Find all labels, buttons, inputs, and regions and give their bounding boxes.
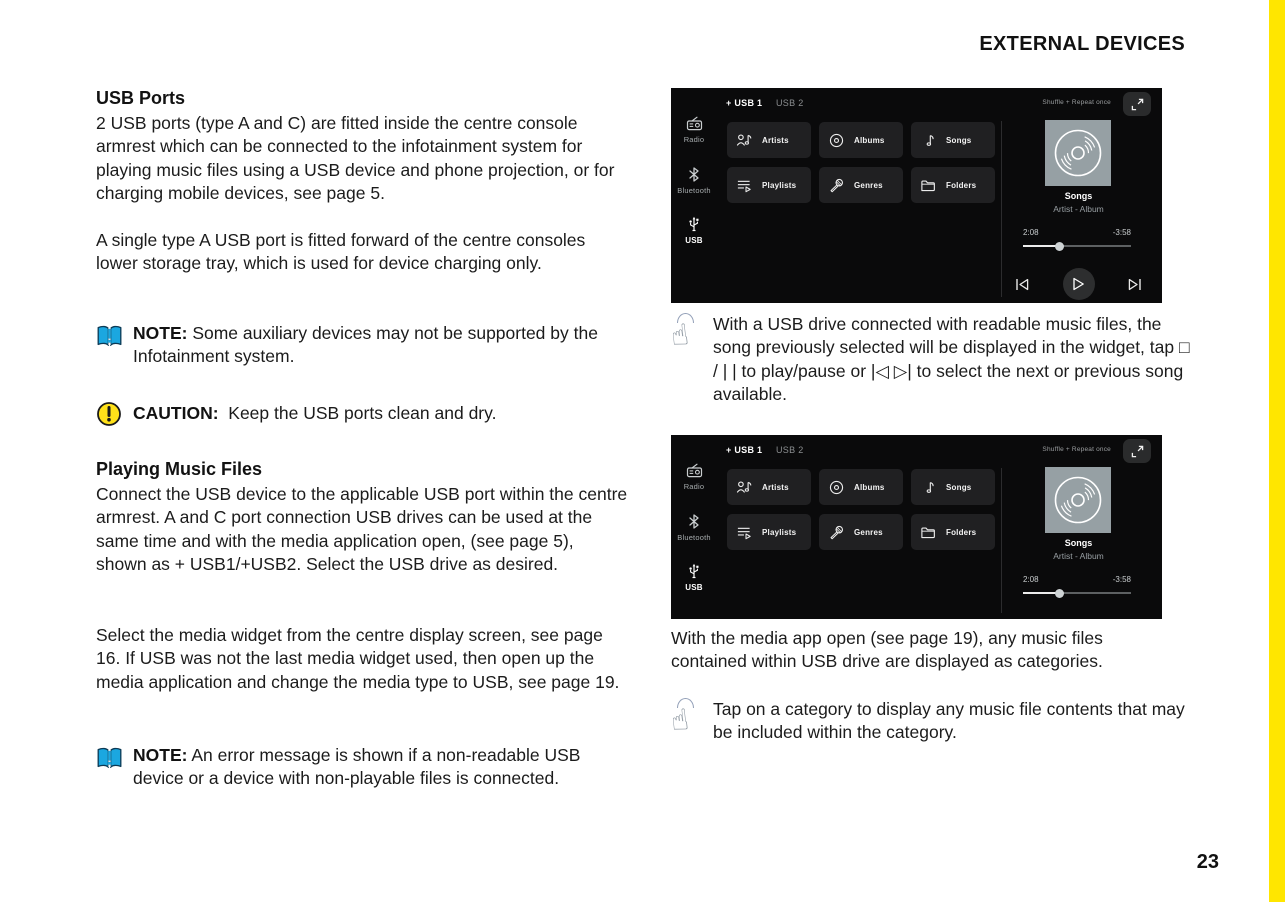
bluetooth-icon (686, 166, 702, 183)
artists-icon (736, 479, 753, 496)
next-track-button[interactable] (1127, 277, 1142, 292)
sidebar-label: Bluetooth (677, 186, 711, 195)
note-book-icon (96, 324, 123, 349)
folders-icon (920, 177, 937, 194)
album-art (1045, 120, 1111, 186)
caption-1-row (671, 313, 1191, 407)
album-art (1045, 467, 1111, 533)
category-playlists-button[interactable] (727, 167, 811, 203)
category-label: Artists (762, 135, 789, 145)
category-label: Genres (854, 527, 883, 537)
caption-1-text: With a USB drive connected with readable music files, the song previously selected will be displayed in the widget, tap □ / | | to play/pause or |◁ ▷| to select the next or previous song available. (713, 314, 1190, 405)
category-songs-button[interactable] (911, 469, 995, 505)
category-songs-button[interactable] (911, 122, 995, 158)
caution-text: Keep the USB ports clean and dry. (218, 403, 497, 424)
progress-bar[interactable] (1023, 245, 1131, 247)
previous-track-button[interactable] (1015, 277, 1030, 292)
artists-icon (736, 132, 753, 149)
time-remaining: -3:58 (1112, 575, 1131, 584)
category-label: Playlists (762, 527, 797, 537)
expand-icon (1131, 445, 1144, 458)
tap-hand-icon: ☝ (671, 313, 705, 407)
category-label: Folders (946, 180, 977, 190)
heading-text: USB Ports (96, 88, 186, 108)
albums-icon (828, 479, 845, 496)
caption-2-text: With the media app open (see page 19), any music files contained within USB drive are displayed as categories. (671, 628, 1103, 672)
sidebar-label: USB (685, 583, 703, 592)
progress-handle[interactable] (1055, 589, 1064, 598)
note-book-icon (96, 746, 123, 771)
note-block-1 (96, 322, 632, 369)
time-remaining: -3:58 (1112, 228, 1131, 237)
caption-3-row (671, 698, 1191, 745)
sidebar-label: Radio (683, 135, 705, 144)
expand-button[interactable] (1123, 439, 1151, 463)
transport-controls (1001, 266, 1156, 302)
paragraph-playing-music-1: Connect the USB device to the applicable USB port within the centre armrest. A and C port connection USB drives can be used at the same time and with the media application open, (see page 5), shown as + USB1/+USB2. Select the USB drive as desired. (96, 484, 628, 575)
section-heading-usb-ports (96, 87, 628, 110)
now-playing-artist: Artist - Album (1053, 551, 1104, 561)
note-label: NOTE: (133, 323, 188, 343)
progress-handle[interactable] (1055, 242, 1064, 251)
vinyl-record-icon (1051, 473, 1105, 527)
sidebar-item-usb[interactable] (671, 216, 717, 245)
note-block-2 (96, 744, 632, 791)
time-elapsed: 2:08 (1023, 575, 1039, 584)
progress-fill (1023, 592, 1059, 594)
paragraph-usb-ports-1: 2 USB ports (type A and C) are fitted inside the centre console armrest which can be connected to the infotainment system for playing music files using a USB device and phone projection, or for charging mobile devices, see page 5. (96, 113, 615, 204)
genres-icon (828, 177, 845, 194)
now-playing-artist: Artist - Album (1053, 204, 1104, 214)
page-title: EXTERNAL DEVICES (979, 33, 1185, 55)
vinyl-record-icon (1051, 126, 1105, 180)
caution-block (96, 401, 632, 427)
category-artists-button[interactable] (727, 469, 811, 505)
note-label: NOTE: (133, 745, 188, 765)
tab-usb2[interactable]: USB 2 (776, 98, 804, 108)
category-label: Albums (854, 482, 885, 492)
tab-usb1[interactable]: + USB 1 (726, 98, 763, 108)
albums-icon (828, 132, 845, 149)
caution-label: CAUTION: (133, 403, 219, 424)
sidebar-label: Bluetooth (677, 533, 711, 542)
now-playing-title: Songs (1064, 191, 1093, 201)
section-heading-playing-music (96, 458, 628, 481)
category-label: Songs (946, 482, 972, 492)
heading-text: Playing Music Files (96, 459, 263, 479)
tab-usb2[interactable]: USB 2 (776, 445, 804, 455)
progress-fill (1023, 245, 1059, 247)
category-label: Genres (854, 180, 883, 190)
genres-icon (828, 524, 845, 541)
usb-icon (686, 563, 702, 580)
category-label: Artists (762, 482, 789, 492)
paragraph-playing-music-2: Select the media widget from the centre display screen, see page 16. If USB was not the last media widget used, then open up the media application and change the media type to USB, see page 19. (96, 625, 620, 692)
sidebar-item-radio[interactable] (671, 116, 717, 144)
play-button[interactable] (1063, 268, 1095, 300)
category-label: Albums (854, 135, 885, 145)
category-label: Folders (946, 527, 977, 537)
radio-icon (686, 116, 703, 132)
category-albums-button[interactable] (819, 469, 903, 505)
page-number: 23 (1196, 851, 1219, 873)
songs-icon (920, 479, 937, 496)
sidebar-item-bluetooth[interactable] (671, 166, 717, 195)
category-genres-button[interactable] (819, 167, 903, 203)
now-playing-title: Songs (1064, 538, 1093, 548)
category-albums-button[interactable] (819, 122, 903, 158)
shuffle-repeat-status: Shuffle + Repeat once (1042, 446, 1111, 453)
category-genres-button[interactable] (819, 514, 903, 550)
sidebar-item-radio[interactable] (671, 463, 717, 491)
progress-bar[interactable] (1023, 592, 1131, 594)
category-label: Songs (946, 135, 972, 145)
category-folders-button[interactable] (911, 167, 995, 203)
caution-icon (96, 401, 122, 427)
radio-icon (686, 463, 703, 479)
time-row (1023, 228, 1131, 237)
shuffle-repeat-status: Shuffle + Repeat once (1042, 99, 1111, 106)
sidebar-item-usb[interactable] (671, 563, 717, 592)
bluetooth-icon (686, 513, 702, 530)
note-text: Some auxiliary devices may not be supported by the Infotainment system. (133, 323, 598, 367)
time-row (1023, 575, 1131, 584)
category-playlists-button[interactable] (727, 514, 811, 550)
playlists-icon (736, 177, 753, 194)
tap-hand-icon: ☝ (671, 698, 705, 745)
sidebar-item-bluetooth[interactable] (671, 513, 717, 542)
paragraph-usb-ports-2: A single type A USB port is fitted forward of the centre consoles lower storage tray, which is used for device charging only. (96, 230, 586, 274)
playlists-icon (736, 524, 753, 541)
media-app-screenshot-2 (671, 435, 1162, 619)
time-elapsed: 2:08 (1023, 228, 1039, 237)
expand-button[interactable] (1123, 92, 1151, 116)
play-icon (1072, 277, 1085, 291)
tab-usb1[interactable]: + USB 1 (726, 445, 763, 455)
category-folders-button[interactable] (911, 514, 995, 550)
media-app-screenshot-1 (671, 88, 1162, 303)
folders-icon (920, 524, 937, 541)
category-artists-button[interactable] (727, 122, 811, 158)
caption-3-text: Tap on a category to display any music file contents that may be included within the category. (713, 699, 1185, 743)
usb-icon (686, 216, 702, 233)
expand-icon (1131, 98, 1144, 111)
sidebar-label: Radio (683, 482, 705, 491)
sidebar-label: USB (685, 236, 703, 245)
category-label: Playlists (762, 180, 797, 190)
note-text: An error message is shown if a non-readable USB device or a device with non-playable files is connected. (133, 745, 581, 789)
songs-icon (920, 132, 937, 149)
accent-stripe (1269, 0, 1285, 902)
